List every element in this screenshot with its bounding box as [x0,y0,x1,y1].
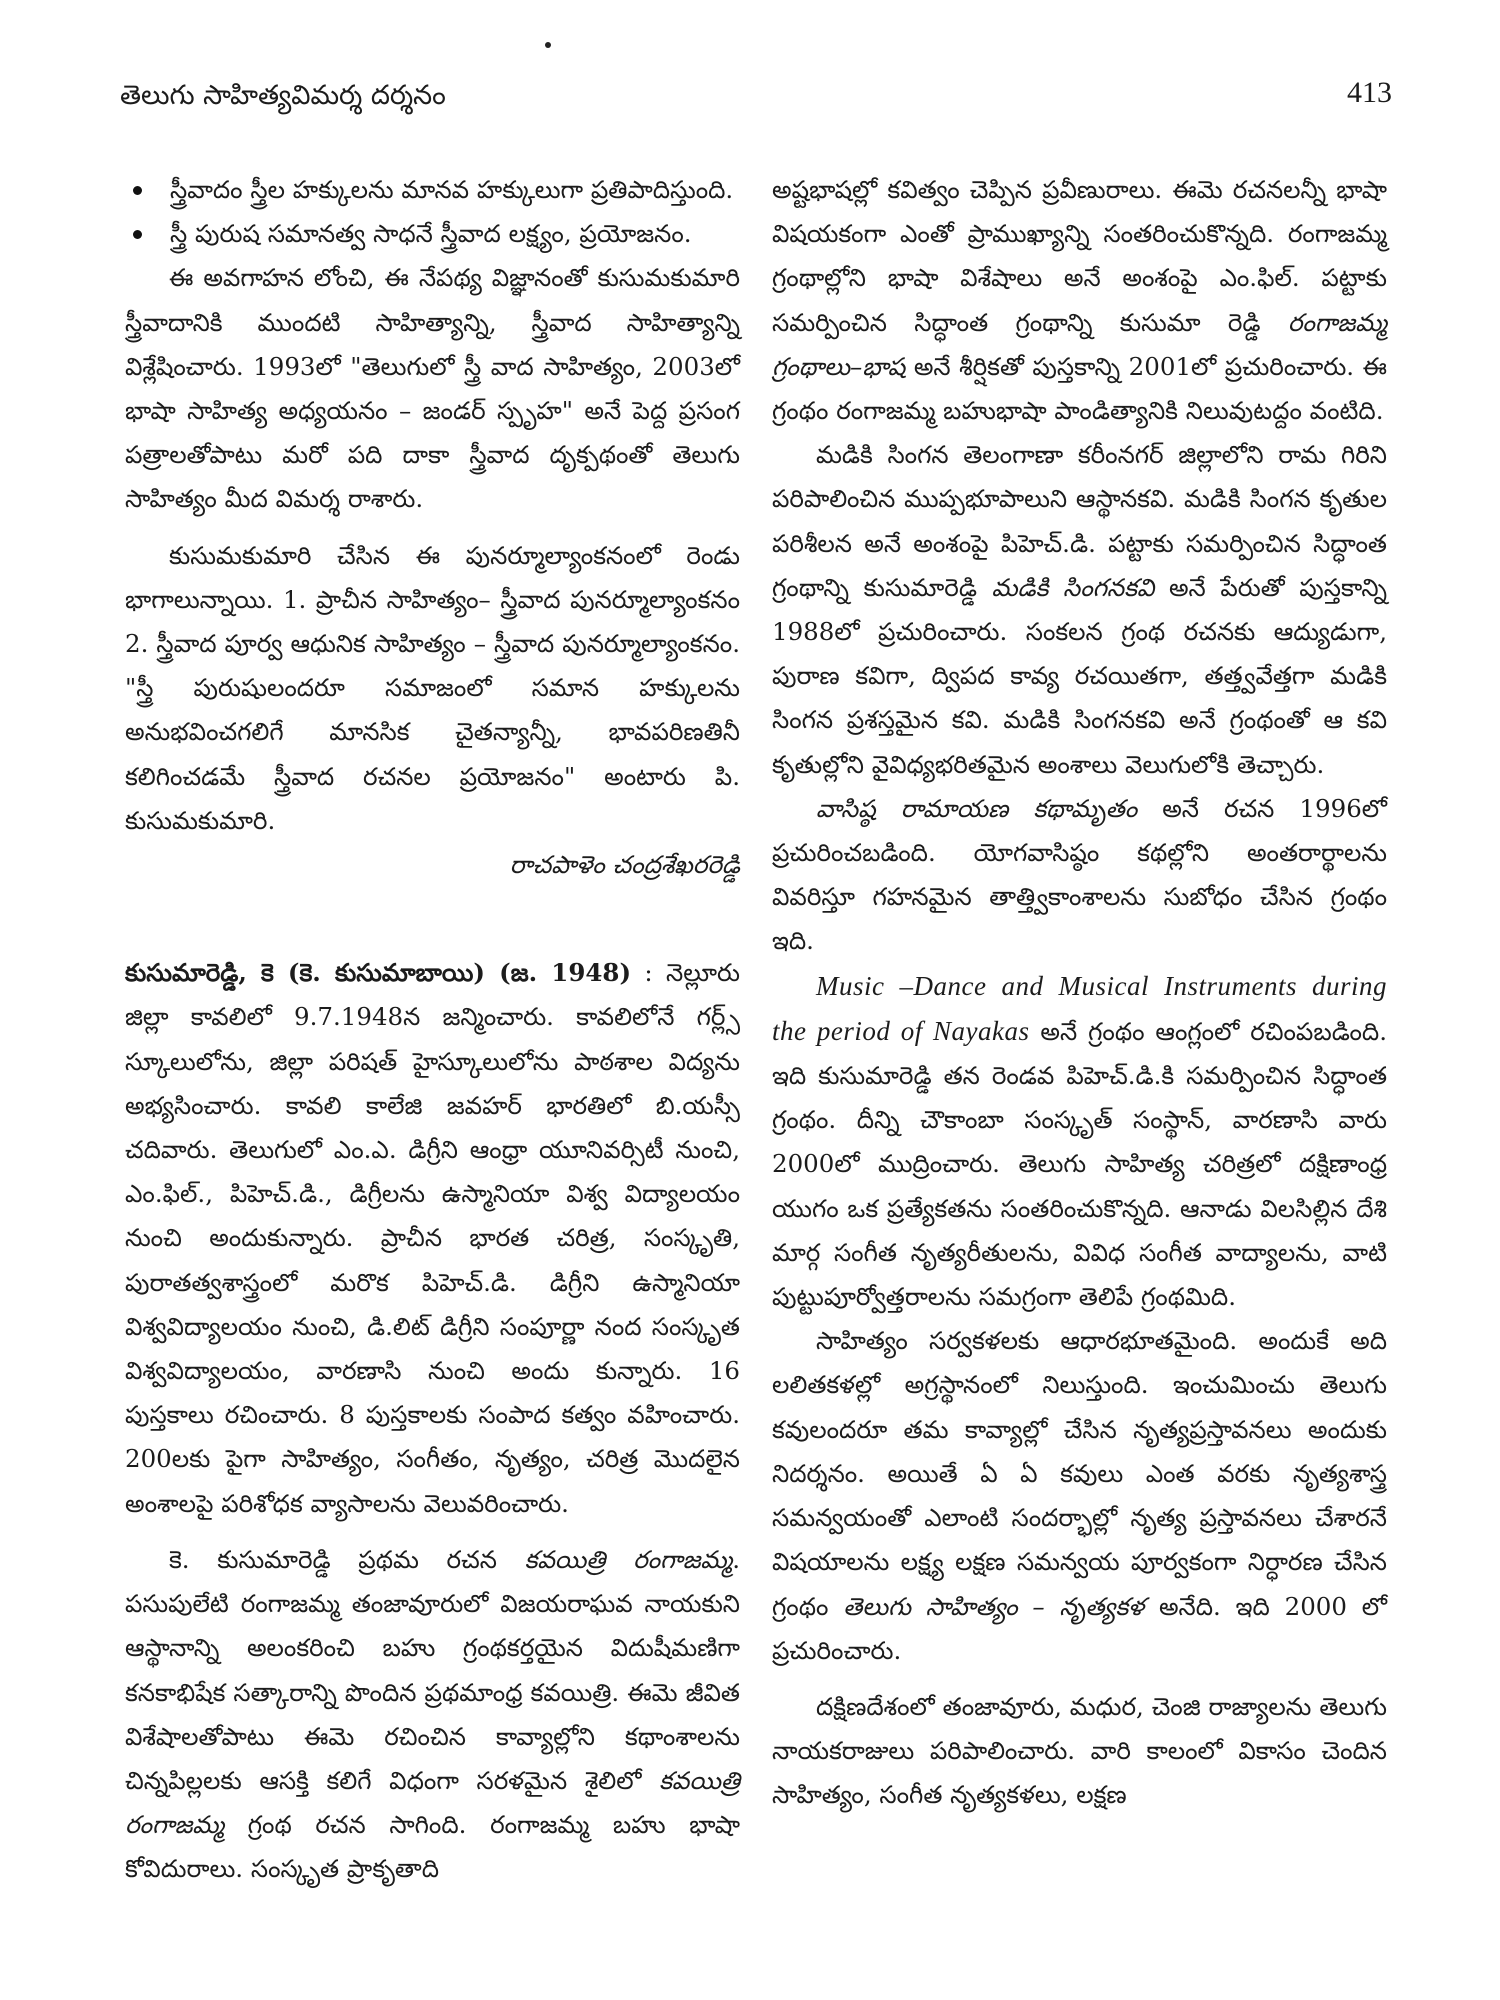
paragraph: కుసుమకుమారి చేసిన ఈ పునర్మూల్యాంకనంలో రెండు భాగాలున్నాయి. 1. ప్రాచీన సాహిత్యం– స్త్రీవాద పునర్మూల్యాంకనం 2. స్త్రీవాద పూర్వ ఆధునిక సాహిత్యం – స్త్రీవాద పునర్మూల్యాంకనం. "స్త్రీ పురుషులందరూ సమాజంలో సమాన హక్కులను అనుభవించగలిగే మానసిక చైతన్యాన్నీ, భావపరిణతినీ కలిగించడమే స్త్రీవాద రచనల ప్రయోజనం" అంటారు పి. కుసుమకుమారి. [125,540,740,835]
english-book-title: Music –Dance and Musical Instruments during the period of Nayakas [772,970,1387,1046]
book-title: తెలుగు సాహిత్యం – నృత్యకళ [843,1591,1145,1621]
left-column [125,168,740,1892]
paragraph: సాహిత్యం సర్వకళలకు ఆధారభూతమైంది. అందుకే అది లలితకళల్లో అగ్రస్థానంలో నిలుస్తుంది. ఇంచుమించు తెలుగు కవులందరూ తమ కావ్యాల్లో చేసిన నృత్యప్రస్తావనలు అందుకు నిదర్శనం. అయితే ఏ ఏ కవులు ఎంత వరకు నృత్యశాస్త్ర సమన్వయంతో ఎలాంటి సందర్భాల్లో నృత్య ప్రస్తావనలు చేశారనే విషయాలను లక్ష్య లక్షణ సమన్వయ పూర్వకంగా నిర్ధారణ చేసిన గ్రంథం తెలుగు సాహిత్యం – నృత్యకళ అనేది. ఇది 2000 లో ప్రచురించారు. [772,1326,1388,1665]
book-title: వాసిష్ఠ రామాయణ కథామృతం [816,793,1138,823]
bullet-item: స్త్రీ పురుష సమానత్వ సాధనే స్త్రీవాద లక్ష్యం, ప్రయోజనం. [125,212,740,256]
book-title: కవయిత్రి రంగాజమ్మ [524,1544,733,1574]
author-signature: రాచపాళెం చంద్రశేఖరరెడ్డి [509,850,740,880]
page-number: 413 [1347,76,1392,109]
right-column [772,168,1387,1818]
entry-heading: కుసుమారెడ్డి, కె (కె. కుసుమాబాయి) (జ. 1948) [125,958,632,988]
paragraph: కె. కుసుమారెడ్డి ప్రథమ రచన కవయిత్రి రంగాజమ్మ. పసుపులేటి రంగాజమ్మ తంజావూరులో విజయరాఘవ నాయకుని ఆస్థానాన్ని అలంకరించి బహు గ్రంథకర్తయైన విదుషీమణిగా కనకాభిషేక సత్కారాన్ని పొందిన ప్రథమాంధ్ర కవయిత్రి. ఈమె జీవిత విశేషాలతోపాటు ఈమె రచించిన కావ్యాల్లోని కథాంశాలను చిన్నపిల్లలకు ఆసక్తి కలిగే విధంగా సరళమైన శైలిలో కవయిత్రి రంగాజమ్మ గ్రంథ రచన సాగింది. రంగాజమ్మ బహు భాషా కోవిదురాలు. సంస్కృత ప్రాకృతాది [125,1544,740,1884]
entry-gap [125,887,740,951]
bullet-icon [133,230,142,239]
bullet-list [125,168,740,256]
paragraph: ఈ అవగాహన లోంచి, ఈ నేపథ్య విజ్ఞానంతో కుసుమకుమారి స్త్రీవాదానికి ముందటి సాహిత్యాన్ని, స్త్రీవాద సాహిత్యాన్ని విశ్లేషించారు. 1993లో "తెలుగులో స్త్రీ వాద సాహిత్యం, 2003లో భాషా సాహిత్య అధ్యయనం – జండర్ స్పృహ" అనే పెద్ద ప్రసంగ పత్రాలతోపాటు మరో పది దాకా స్త్రీవాద దృక్పథంతో తెలుగు సాహిత్యం మీద విమర్శ రాశారు. [125,263,740,514]
paragraph: Music –Dance and Musical Instruments during the period of Nayakas అనే గ్రంథం ఆంగ్లంలో రచింపబడింది. ఇది కుసుమారెడ్డి తన రెండవ పిహెచ్.డి.కి సమర్పించిన సిద్ధాంత గ్రంథం. దీన్ని చౌకాంబా సంస్కృత్ సంస్థాన్, వారణాసి వారు 2000లో ముద్రించారు. తెలుగు సాహిత్య చరిత్రలో దక్షిణాంధ్ర యుగం ఒక ప్రత్యేకతను సంతరించుకొన్నది. ఆనాడు విలసిల్లిన దేశి మార్గ సంగీత నృత్యరీతులను, వివిధ సంగీత వాద్యాలను, వాటి పుట్టుపూర్వోత్తరాలను సమగ్రంగా తెలిపే గ్రంథమిది. [772,970,1387,1312]
ink-dot [545,42,551,48]
book-title: రంగాజమ్మ గ్రంథాలు–భాష [772,307,1387,381]
paragraph: దక్షిణదేశంలో తంజావూరు, మధుర, చెంజి రాజ్యాలను తెలుగు నాయకరాజులు పరిపాలించారు. వారి కాలంలో వికాసం చెందిన సాహిత్యం, సంగీత నృత్యకళలు, లక్షణ [772,1691,1387,1810]
running-title: తెలుగు సాహిత్యవిమర్శ దర్శనం [120,80,446,111]
bullet-item: స్త్రీవాదం స్త్రీల హక్కులను మానవ హక్కులుగా ప్రతిపాదిస్తుంది. [125,168,740,212]
book-title: కవయిత్రి రంగాజమ్మ [125,1765,740,1840]
paragraph: అష్టభాషల్లో కవిత్వం చెప్పిన ప్రవీణురాలు. ఈమె రచనలన్నీ భాషా విషయకంగా ఎంతో ప్రాముఖ్యాన్ని సంతరించుకొన్నది. రంగాజమ్మ గ్రంథాల్లోని భాషా విశేషాలు అనే అంశంపై ఎం.ఫిల్. పట్టాకు సమర్పించిన సిద్ధాంత గ్రంథాన్ని కుసుమా రెడ్డి రంగాజమ్మ గ్రంథాలు–భాష అనే శీర్షికతో పుస్తకాన్ని 2001లో ప్రచురించారు. ఈ గ్రంథం రంగాజమ్మ బహుభాషా పాండిత్యానికి నిలువుటద్దం వంటిది. [772,175,1387,426]
book-title: మడికి సింగనకవి [991,572,1155,602]
page-header [120,76,1392,130]
bullet-icon [133,186,142,195]
entry-paragraph: కుసుమారెడ్డి, కె (కె. కుసుమాబాయి) (జ. 1948) : నెల్లూరు జిల్లా కావలిలో 9.7.1948న జన్మించారు. కావలిలోనే గర్ల్స్ స్కూలులోను, జిల్లా పరిషత్ హైస్కూలులోను పాఠశాల విద్యను అభ్యసించారు. కావలి కాలేజి జవహర్ భారతిలో బి.యస్సీ చదివారు. తెలుగులో ఎం.ఎ. డిగ్రీని ఆంధ్రా యూనివర్సిటీ నుంచి, ఎం.ఫిల్., పిహెచ్.డి., డిగ్రీలను ఉస్మానియా విశ్వ విద్యాలయం నుంచి అందుకున్నారు. ప్రాచీన భారత చరిత్ర, సంస్కృతి, పురాతత్వశాస్త్రంలో మరొక పిహెచ్.డి. డిగ్రీని ఉస్మానియా విశ్వవిద్యాలయం నుంచి, డి.లిట్ డిగ్రీని సంపూర్ణా నంద సంస్కృత విశ్వవిద్యాలయం, వారణాసి నుంచి అందు కున్నారు. 16 పుస్తకాలు రచించారు. 8 పుస్తకాలకు సంపాద కత్వం వహించారు. 200లకు పైగా సాహిత్యం, సంగీతం, నృత్యం, చరిత్ర మొదలైన అంశాలపై పరిశోధక వ్యాసాలను వెలువరించారు. [125,958,740,1518]
paragraph: వాసిష్ఠ రామాయణ కథామృతం అనే రచన 1996లో ప్రచురించబడింది. యోగవాసిష్ఠం కథల్లోని అంతరార్థాలను వివరిస్తూ గహనమైన తాత్త్వికాంశాలను సుబోధం చేసిన గ్రంథం ఇది. [772,793,1387,956]
paragraph: మడికి సింగన తెలంగాణా కరీంనగర్ జిల్లాలోని రామ గిరిని పరిపాలించిన ముప్పభూపాలుని ఆస్థానకవి. మడికి సింగన కృతుల పరిశీలన అనే అంశంపై పిహెచ్.డి. పట్టాకు సమర్పించిన సిద్ధాంత గ్రంథాన్ని కుసుమారెడ్డి మడికి సింగనకవి అనే పేరుతో పుస్తకాన్ని 1988లో ప్రచురించారు. సంకలన గ్రంథ రచనకు ఆద్యుడుగా, పురాణ కవిగా, ద్విపద కావ్య రచయితగా, తత్త్వవేత్తగా మడికి సింగన ప్రశస్తమైన కవి. మడికి సింగనకవి అనే గ్రంథంతో ఆ కవి కృతుల్లోని వైవిధ్యభరితమైన అంశాలు వెలుగులోకి తెచ్చారు. [772,440,1387,779]
